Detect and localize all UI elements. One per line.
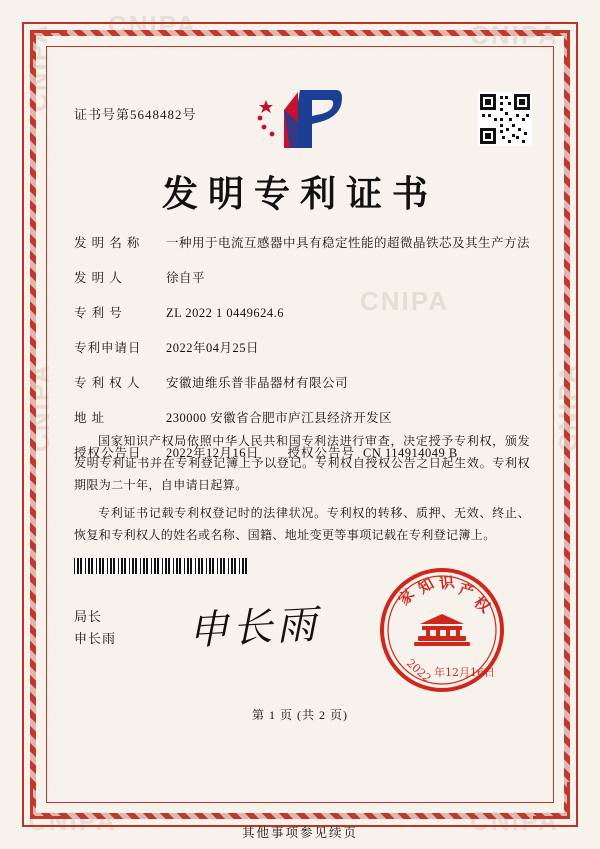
watermark-text: CNIPA (108, 10, 197, 40)
svg-text:年12月16日: 年12月16日 (434, 666, 495, 679)
field-row-inventor (74, 268, 532, 286)
signature-block (74, 606, 116, 650)
svg-text:知: 知 (415, 574, 438, 598)
svg-text:识: 识 (438, 573, 456, 593)
watermark-text: CNIPA (360, 286, 449, 316)
field-value: 2022年04月25日 (166, 341, 260, 355)
watermark-text: CNIPA (22, 23, 53, 112)
svg-text:权: 权 (470, 592, 494, 617)
field-row-invention-name (74, 233, 532, 251)
watermark-text: CNIPA (24, 363, 55, 452)
watermark-text: CNIPA (552, 363, 583, 452)
field-value: 安徽迪维乐普非晶器材有限公司 (166, 376, 349, 390)
watermark-text: CNIPA (470, 806, 559, 836)
qr-code-icon (478, 92, 532, 146)
field-label: 地 址 (74, 411, 106, 425)
page-title: 发明专利证书 (161, 173, 438, 215)
svg-text:家: 家 (394, 585, 419, 609)
field-label: 专 利 权 人 (74, 376, 141, 390)
cnipa-logo-icon (254, 82, 346, 154)
field-value: 2022年12月16日 (166, 446, 260, 460)
handwritten-signature: 申长雨 (187, 601, 322, 655)
field-row-address (74, 408, 532, 426)
field-value: 徐自平 (166, 271, 206, 285)
footnote: 其他事项参见续页 (241, 826, 358, 840)
signature-role: 局长 (74, 609, 103, 624)
field-value: 230000 安徽省合肥市庐江县经济开发区 (166, 411, 393, 425)
legal-paragraph: 国家知识产权局依照中华人民共和国专利法进行审查，决定授予专利权，颁发发明专利证书并在专利登记簿上予以登记。专利权自授权公告之日起生效。专利权期限为二十年，自申请日起算。 (74, 434, 530, 492)
field-label-secondary: 授权公告号 (287, 446, 356, 460)
watermark-text: CNIPA (28, 806, 117, 836)
field-label: 专 利 号 (74, 306, 123, 320)
field-row-patentee (74, 373, 532, 391)
certificate-number: 证书号第5648482号 (74, 107, 197, 122)
certificate-content (58, 58, 542, 791)
field-label: 发 明 人 (74, 271, 123, 285)
field-label: 专利申请日 (74, 341, 142, 355)
field-value-secondary: CN 114914049 B (363, 446, 458, 460)
field-value: 一种用于电流互感器中具有稳定性能的超微晶铁芯及其生产方法 (166, 236, 531, 250)
legal-text (74, 430, 530, 552)
official-red-seal-icon (378, 566, 506, 694)
field-value: ZL 2022 1 0449624.6 (166, 306, 285, 320)
svg-text:2022: 2022 (403, 656, 434, 685)
barcode-icon (74, 558, 248, 574)
signature-name: 申长雨 (74, 631, 117, 646)
field-row-patent-no (74, 303, 532, 321)
svg-text:产: 产 (456, 579, 477, 601)
legal-paragraph: 专利证书记载专利权登记时的法律状况。专利权的转移、质押、无效、终止、恢复和专利权人的姓名或名称、国籍、地址变更等事项记载在专利登记簿上。 (74, 506, 530, 542)
watermark-text: CNIPA (470, 20, 559, 50)
page-number: 第 1 页 (共 2 页) (252, 708, 348, 722)
field-label: 发 明 名 称 (74, 236, 141, 250)
field-row-application-date (74, 338, 532, 356)
field-label: 授权公告日 (74, 446, 142, 460)
